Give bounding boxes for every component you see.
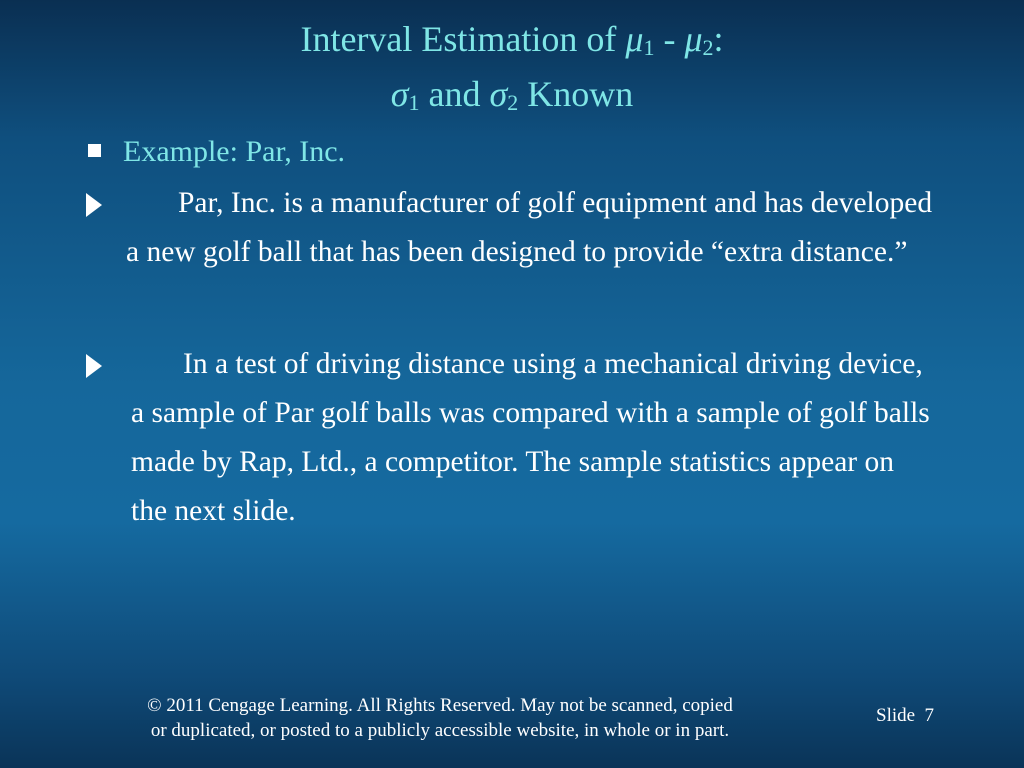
subscript-2: 2	[507, 90, 519, 115]
title-line-1	[0, 16, 1024, 71]
subscript-2: 2	[702, 35, 714, 60]
sigma-symbol: σ	[390, 74, 409, 114]
mu-symbol: μ	[684, 19, 703, 59]
sigma-symbol: σ	[489, 74, 508, 114]
slide-number: Slide 7	[876, 705, 935, 726]
bullet-paragraph-2	[86, 340, 936, 536]
copyright-line-2: or duplicated, or posted to a publicly accessible website, in whole or in part.	[150, 720, 730, 741]
slide-title	[0, 16, 1024, 126]
title-colon: :	[713, 19, 724, 59]
subscript-1: 1	[643, 35, 655, 60]
title-and: and	[419, 74, 490, 114]
arrow-bullet-icon	[86, 354, 102, 378]
title-line-2	[0, 71, 1024, 126]
example-heading-text: Example: Par, Inc.	[123, 135, 346, 168]
example-heading	[88, 132, 345, 172]
square-bullet-icon	[88, 144, 101, 157]
bullet-text-2: In a test of driving distance using a mechanical driving device, a sample of Par golf balls was compared with a sample of golf balls made by Rap, Ltd., a competitor. The sample statistics appear on the next slide.	[131, 348, 930, 527]
bullet-text-1: Par, Inc. is a manufacturer of golf equipment and has developed a new golf ball that has been designed to provide “extra distance.”	[126, 187, 933, 268]
copyright-notice	[60, 693, 820, 743]
subscript-1: 1	[408, 90, 420, 115]
title-known: Known	[518, 74, 634, 114]
bullet-paragraph-1	[86, 179, 936, 277]
copyright-line-1: © 2011 Cengage Learning. All Rights Reserved. May not be scanned, copied	[147, 695, 733, 716]
arrow-bullet-icon	[86, 193, 102, 217]
title-prefix: Interval Estimation of	[300, 19, 626, 59]
title-separator: -	[654, 19, 685, 59]
mu-symbol: μ	[625, 19, 644, 59]
